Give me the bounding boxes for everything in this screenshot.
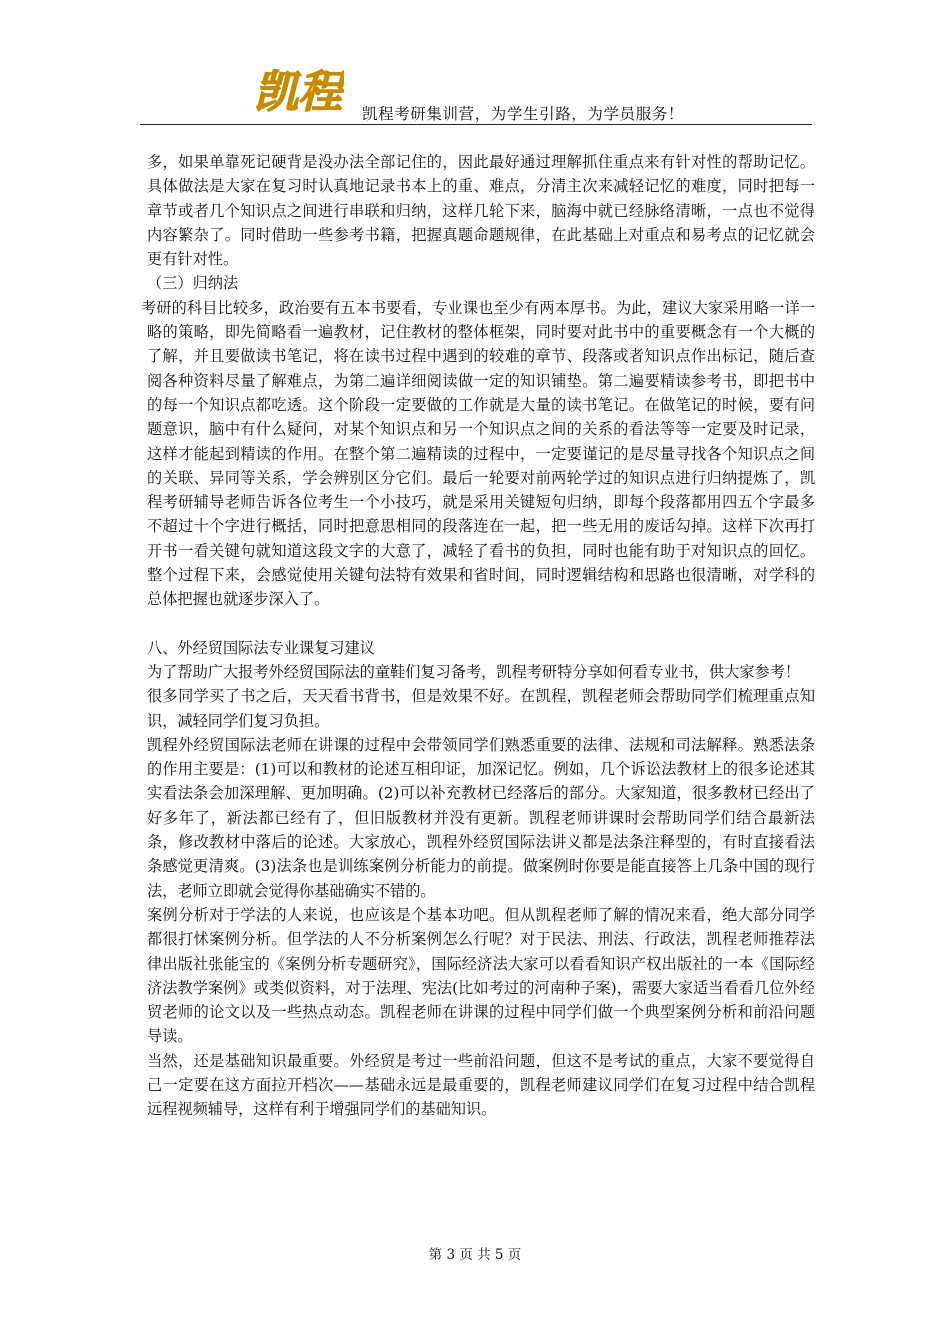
paragraph-fundamentals: 当然，还是基础知识最重要。外经贸是考过一些前沿问题，但这不是考试的重点，大家不要觉得自己一定要在这方面拉开档次——基础永远是最重要的，凯程老师建议同学们在复习过程中结合凯程远程视频辅导，这样有利于增强同学们的基础知识。 [147, 1051, 815, 1119]
page-header [140, 58, 812, 125]
header-slogan: 凯程考研集训营，为学生引路，为学员服务！ [362, 105, 685, 123]
section-heading-induction: （三）归纳法 [147, 274, 239, 293]
paragraph-intro: 为了帮助广大报考外经贸国际法的童鞋们复习备考，凯程考研特分享如何看专业书，供大家参考！ [147, 662, 801, 681]
paragraph-study-problem: 很多同学买了书之后，天天看书背书，但是效果不好。在凯程，凯程老师会帮助同学们梳理重点知识，减轻同学们复习负担。 [147, 687, 815, 730]
paragraph-statutes: 凯程外经贸国际法老师在讲课的过程中会带领同学们熟悉重要的法律、法规和司法解释。熟悉法条的作用主要是：(1)可以和教材的论述互相印证，加深记忆。例如，几个诉讼法教材上的很多论述其实看法条会加深理解、更加明确。(2)可以补充教材已经落后的部分。大家知道，很多教材已经出了好多年了，新法都已经有了，但旧版教材并没有更新。凯程老师讲课时会帮助同学们结合最新法条，修改教材中落后的论述。大家放心，凯程外经贸国际法讲义都是法条注释型的，有时直接看法条感觉更清爽。(3)法条也是训练案例分析能力的前提。做案例时你要是能直接答上几条中国的现行法，老师立即就会觉得你基础确实不错的。 [147, 735, 815, 900]
kaicheng-logo [252, 62, 344, 118]
paragraph-induction-method: 考研的科目比较多，政治要有五本书要看，专业课也至少有两本厚书。为此，建议大家采用略一详一略的策略，即先简略看一遍教材，记住教材的整体框架，同时要对此书中的重要概念有一个大概的了解，并且要做读书笔记，将在读书过程中遇到的较难的章节、段落或者知识点作出标记，随后查阅各种资料尽量了解难点，为第二遍详细阅读做一定的知识铺垫。第二遍要精读参考书，即把书中的每一个知识点都吃透。这个阶段一定要做的工作就是大量的读书笔记。在做笔记的时候，要有问题意识，脑中有什么疑问，对某个知识点和另一个知识点之间的关系的看法等等一定要及时记录，这样才能起到精读的作用。在整个第二遍精读的过程中，一定要谨记的是尽量寻找各个知识点之间的关联、异同等关系，学会辨别区分它们。最后一轮要对前两轮学过的知识点进行归纳提炼了，凯程考研辅导老师告诉各位考生一个小技巧，就是采用关键短句归纳，即每个段落都用四五个字最多不超过十个字进行概括，同时把意思相同的段落连在一起，把一些无用的废话勾掉。这样下次再打开书一看关键句就知道这段文字的大意了，减轻了看书的负担，同时也能有助于对知识点的回忆。整个过程下来，会感觉使用关键句法特有效果和省时间，同时逻辑结构和思路也很清晰，对学科的总体把握也就逐步深入了。 [141, 298, 815, 609]
paragraph-case-analysis: 案例分析对于学法的人来说，也应该是个基本功吧。但从凯程老师了解的情况来看，绝大部分同学都很打怵案例分析。但学法的人不分析案例怎么行呢？对于民法、刑法、行政法，凯程老师推荐法律出版社张能宝的《案例分析专题研究》，国际经济法大家可以看看知识产权出版社的一本《国际经济法教学案例》或类似资料，对于法理、宪法(比如考过的河南种子案)，需要大家适当看看几位外经贸老师的论文以及一些热点动态。凯程老师在讲课的过程中同学们做一个典型案例分析和前沿问题导读。 [147, 905, 815, 1046]
section-heading-international-law: 八、外经贸国际法专业课复习建议 [147, 638, 375, 657]
logo-text: 凯程 [254, 67, 342, 118]
page-number: 第 3 页 共 5 页 [428, 1247, 522, 1263]
paragraph-memory-tips: 多，如果单靠死记硬背是没办法全部记住的，因此最好通过理解抓住重点来有针对性的帮助记忆。具体做法是大家在复习时认真地记录书本上的重、难点，分清主次来减轻记忆的难度，同时把每一章节或者几个知识点之间进行串联和归纳，这样几轮下来，脑海中就已经脉络清晰，一点也不觉得内容繁杂了。同时借助一些参考书籍，把握真题命题规律，在此基础上对重点和易考点的记忆就会更有针对性。 [147, 153, 815, 269]
document-body [141, 150, 815, 1122]
